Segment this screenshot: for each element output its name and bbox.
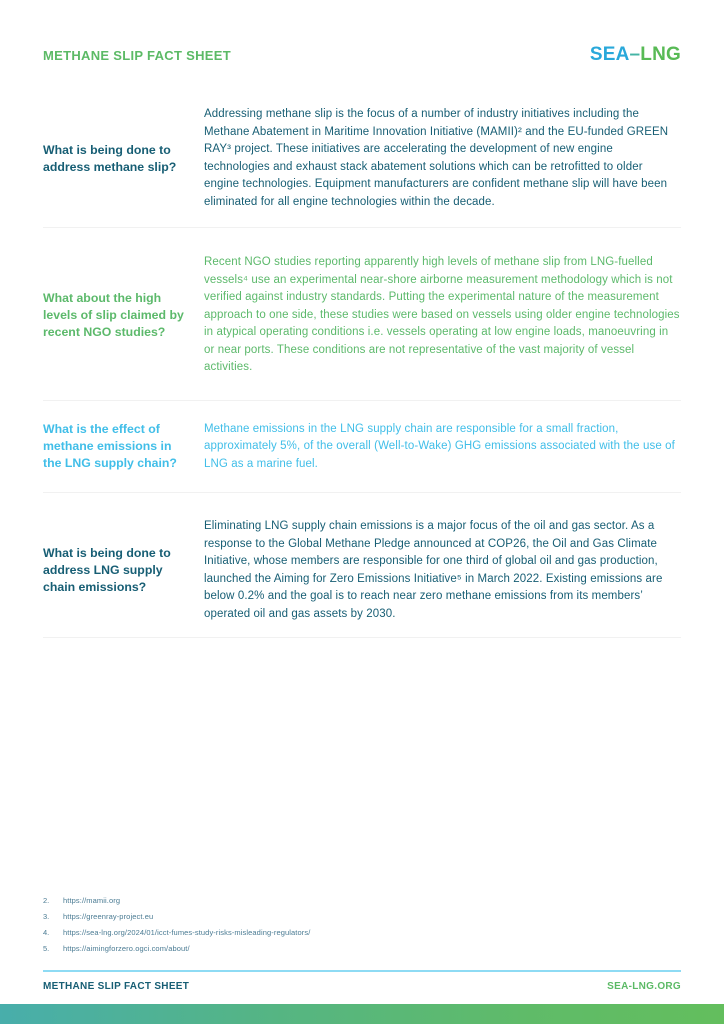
- footer-rule: [43, 970, 681, 972]
- qa-question: What is being done to address methane slip?: [43, 142, 177, 174]
- footnotes: [43, 893, 681, 957]
- qa-question: What is being done to address LNG supply chain emissions?: [43, 546, 171, 594]
- qa-question: What is the effect of methane emissions in the LNG supply chain?: [43, 422, 177, 471]
- footer: [43, 981, 681, 992]
- logo-sea-text: SEA: [589, 44, 630, 65]
- footnote-number: 3.: [43, 912, 50, 921]
- qa-question: What about the high levels of slip claimed by recent NGO studies?: [43, 290, 184, 339]
- header: [43, 0, 681, 64]
- footnote-link-sea-lng-article[interactable]: https://sea-lng.org/2024/01/icct-fumes-study-risks-misleading-regulators/: [63, 928, 311, 937]
- bottom-gradient-bar: [0, 1004, 724, 1024]
- logo-lng-text: LNG: [640, 44, 681, 65]
- footnote-number: 5.: [43, 944, 50, 953]
- footer-site-link[interactable]: SEA-LNG.ORG: [607, 981, 681, 992]
- qa-answer: Recent NGO studies reporting apparently high levels of methane slip from LNG-fuelled vessels⁴ use an experimental near-shore airborne measurement methodology which is not verified against industry standards. Putting the experimental nature of the measurement approach to one side, these studies were based on vessels using older engine technologies in atypical operating conditions i.e. vessels operating at low engine loads, manoeuvring in or near ports. These conditions are not representative of the vast majority of vessel activities.: [204, 256, 680, 373]
- section-divider: [43, 637, 681, 638]
- section-divider: [43, 400, 681, 401]
- footnote-link-greenray[interactable]: https://greenray-project.eu: [63, 912, 154, 921]
- page-title: METHANE SLIP FACT SHEET: [43, 48, 231, 63]
- footnote-link-ogci[interactable]: https://aimingforzero.ogci.com/about/: [63, 944, 190, 953]
- logo-dash: –: [629, 44, 641, 65]
- qa-row-methane-slip-actions: [43, 106, 681, 211]
- sea-lng-logo: [590, 45, 681, 64]
- section-divider: [43, 227, 681, 228]
- footnote-item: [43, 909, 681, 925]
- footnote-item: [43, 925, 681, 941]
- qa-row-ngo-studies: [43, 254, 681, 377]
- footnote-link-mamii[interactable]: https://mamii.org: [63, 896, 121, 905]
- qa-row-supply-chain-effect: [43, 421, 681, 474]
- section-divider: [43, 492, 681, 493]
- qa-row-supply-chain-actions: [43, 518, 681, 623]
- qa-answer: Methane emissions in the LNG supply chain are responsible for a small fraction, approximately 5%, of the overall (Well-to-Wake) GHG emissions associated with the use of LNG as a marine fuel.: [204, 422, 675, 470]
- footnote-number: 4.: [43, 928, 50, 937]
- footnote-item: [43, 941, 681, 957]
- footnote-number: 2.: [43, 896, 50, 905]
- qa-answer: Addressing methane slip is the focus of a number of industry initiatives including the Methane Abatement in Maritime Innovation Initiative (MAMII)² and the EU-funded GREEN RAY³ project. These initiatives are accelerating the development of new engine technologies and exhaust stack abatement solutions which can be retrofitted to older engine technologies. Equipment manufacturers are confident methane slip will have been eliminated for all engine technologies within the decade.: [204, 108, 669, 208]
- qa-answer: Eliminating LNG supply chain emissions is a major focus of the oil and gas sector. As a response to the Global Methane Pledge announced at COP26, the Oil and Gas Climate Initiative, whose members are responsible for one third of global oil and gas production, launched the Aiming for Zero Emissions Initiative⁵ in March 2022. Existing emissions are below 0.2% and the goal is to reach near zero methane emissions from its members’ operated oil and gas assets by 2030.: [204, 520, 663, 620]
- footer-title: METHANE SLIP FACT SHEET: [43, 981, 190, 992]
- footnote-item: [43, 893, 681, 909]
